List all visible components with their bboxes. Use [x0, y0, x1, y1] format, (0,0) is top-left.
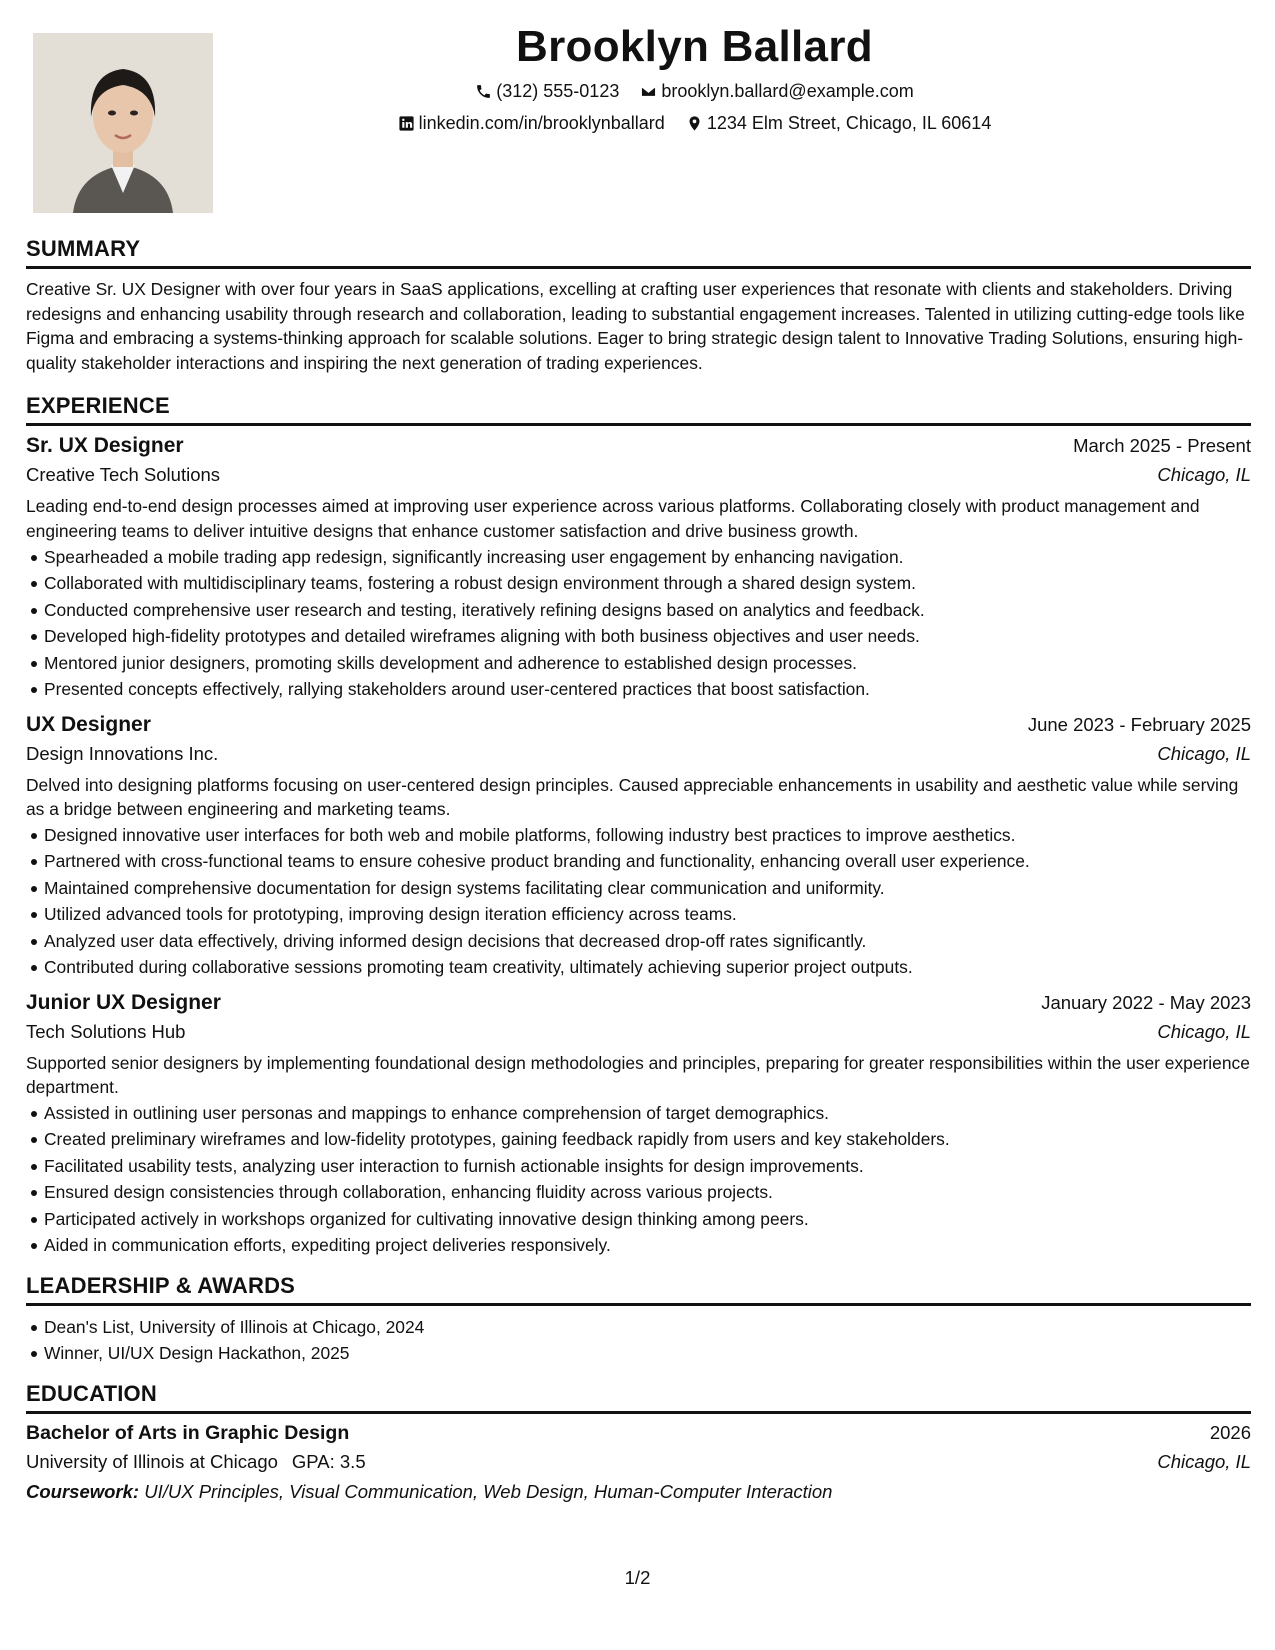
resume-header [26, 0, 1251, 230]
list-item: Conducted comprehensive user research and testing, iteratively refining designs based on analytics and feedback. [44, 597, 1251, 624]
linkedin-url: linkedin.com/in/brooklynballard [418, 113, 665, 133]
job-dates: June 2023 - February 2025 [1027, 713, 1251, 735]
list-item: Assisted in outlining user personas and mappings to enhance comprehension of target demographics. [44, 1100, 1251, 1127]
list-item: Participated actively in workshops organized for cultivating innovative design thinking among peers. [44, 1206, 1251, 1233]
job-dates: March 2025 - Present [1073, 435, 1251, 457]
list-item: Collaborated with multidisciplinary teams, fostering a robust design environment through a shared design system. [44, 570, 1251, 597]
job-description: Delved into designing platforms focusing on user-centered design principles. Caused appreciable enhancements in usability and aesthetic value while serving as a bridge between engineering and marketing teams. [26, 774, 1239, 820]
edu-school: University of Illinois at Chicago [26, 1450, 278, 1472]
job-company: Tech Solutions Hub [26, 1020, 186, 1042]
contact-line-2 [26, 113, 1251, 137]
list-item: Contributed during collaborative sessions promoting team creativity, ultimately achieving superior project outputs. [44, 954, 1251, 981]
job-entry [26, 991, 1251, 1259]
edu-coursework [26, 1481, 1251, 1503]
list-item: Partnered with cross-functional teams to ensure cohesive product branding and functionality, enhancing overall user experience. [44, 848, 1251, 875]
contact-line-1 [26, 81, 1251, 105]
email-contact[interactable] [640, 81, 913, 102]
email-address: brooklyn.ballard@example.com [661, 81, 914, 101]
job-bullets [26, 544, 1251, 703]
job-bullets [26, 1100, 1251, 1259]
list-item: Designed innovative user interfaces for both web and mobile platforms, following industry best practices to improve aesthetics. [44, 822, 1251, 849]
list-item: Analyzed user data effectively, driving informed design decisions that decreased drop-off rates significantly. [44, 928, 1251, 955]
job-company: Design Innovations Inc. [26, 742, 219, 764]
job-title: Sr. UX Designer [26, 434, 184, 458]
page-number: 1/2 [624, 1567, 651, 1588]
list-item: Ensured design consistencies through collaboration, enhancing fluidity across various projects. [44, 1179, 1251, 1206]
phone-contact[interactable] [475, 81, 619, 102]
resume-page [26, 0, 1251, 1503]
candidate-name: Brooklyn Ballard [516, 22, 873, 71]
job-location: Chicago, IL [1157, 1020, 1251, 1042]
summary-text: Creative Sr. UX Designer with over four years in SaaS applications, excelling at crafting user experiences that resonate with clients and stakeholders. Driving redesigns and enhancing usability through research and collaboration, leading to substantial engagement increases. Talented in utilizing cutting-edge tools like Figma and embracing a systems-thinking approach for scalable solutions. Eager to bring strategic design talent to Innovative Trading Solutions, ensuring high-quality stakeholder interactions and inspiring the next generation of trading experiences. [26, 279, 1245, 373]
summary-section [26, 236, 1251, 375]
edu-year: 2026 [1209, 1421, 1251, 1443]
coursework-label: Coursework: [26, 1480, 140, 1502]
list-item: Facilitated usability tests, analyzing user interaction to furnish actionable insights for design improvements. [44, 1153, 1251, 1180]
envelope-icon [640, 83, 657, 100]
address-contact [686, 113, 992, 134]
list-item: Winner, UI/UX Design Hackathon, 2025 [44, 1340, 1251, 1367]
edu-degree: Bachelor of Arts in Graphic Design [26, 1421, 350, 1444]
list-item: Created preliminary wireframes and low-fidelity prototypes, gaining feedback rapidly from users and key stakeholders. [44, 1126, 1251, 1153]
job-entry [26, 434, 1251, 702]
list-item: Mentored junior designers, promoting skills development and adherence to established design processes. [44, 650, 1251, 677]
coursework-list: UI/UX Principles, Visual Communication, Web Design, Human-Computer Interaction [144, 1480, 833, 1502]
experience-section [26, 393, 1251, 1259]
awards-heading: LEADERSHIP & AWARDS [26, 1273, 1251, 1306]
phone-icon [475, 83, 492, 100]
list-item: Maintained comprehensive documentation for design systems facilitating clear communication and uniformity. [44, 875, 1251, 902]
summary-heading: SUMMARY [26, 236, 1251, 269]
edu-gpa: GPA: 3.5 [291, 1450, 366, 1472]
experience-heading: EXPERIENCE [26, 393, 1251, 426]
job-location: Chicago, IL [1157, 742, 1251, 764]
list-item: Developed high-fidelity prototypes and detailed wireframes aligning with both business objectives and user needs. [44, 623, 1251, 650]
job-location: Chicago, IL [1157, 464, 1251, 486]
job-description: Supported senior designers by implementing foundational design methodologies and principles, preparing for greater responsibilities within the user experience department. [26, 1052, 1250, 1098]
job-title: Junior UX Designer [26, 990, 221, 1014]
edu-school-line [26, 1451, 366, 1473]
phone-number: (312) 555-0123 [496, 81, 620, 101]
linkedin-icon [398, 115, 415, 132]
linkedin-contact[interactable] [398, 113, 665, 134]
job-company: Creative Tech Solutions [26, 464, 221, 486]
list-item: Utilized advanced tools for prototyping, improving design iteration efficiency across teams. [44, 901, 1251, 928]
job-dates: January 2022 - May 2023 [1041, 991, 1251, 1013]
job-bullets [26, 822, 1251, 981]
list-item: Spearheaded a mobile trading app redesign, significantly increasing user engagement by enhancing navigation. [44, 544, 1251, 571]
awards-list [26, 1314, 1251, 1367]
list-item: Dean's List, University of Illinois at Chicago, 2024 [44, 1314, 1251, 1341]
education-heading: EDUCATION [26, 1381, 1251, 1414]
job-description: Leading end-to-end design processes aimed at improving user experience across various platforms. Collaborating closely with product management and engineering teams to deliver intuitive designs that enhance customer satisfaction and drive business growth. [26, 496, 1200, 541]
street-address: 1234 Elm Street, Chicago, IL 60614 [706, 113, 992, 133]
list-item: Aided in communication efforts, expediting project deliveries responsively. [44, 1232, 1251, 1259]
edu-location: Chicago, IL [1157, 1450, 1251, 1472]
education-section [26, 1381, 1251, 1503]
job-title: UX Designer [26, 712, 151, 736]
map-pin-icon [686, 115, 703, 132]
awards-section [26, 1273, 1251, 1367]
list-item: Presented concepts effectively, rallying stakeholders around user-centered practices that boost satisfaction. [44, 676, 1251, 703]
job-entry [26, 713, 1251, 981]
